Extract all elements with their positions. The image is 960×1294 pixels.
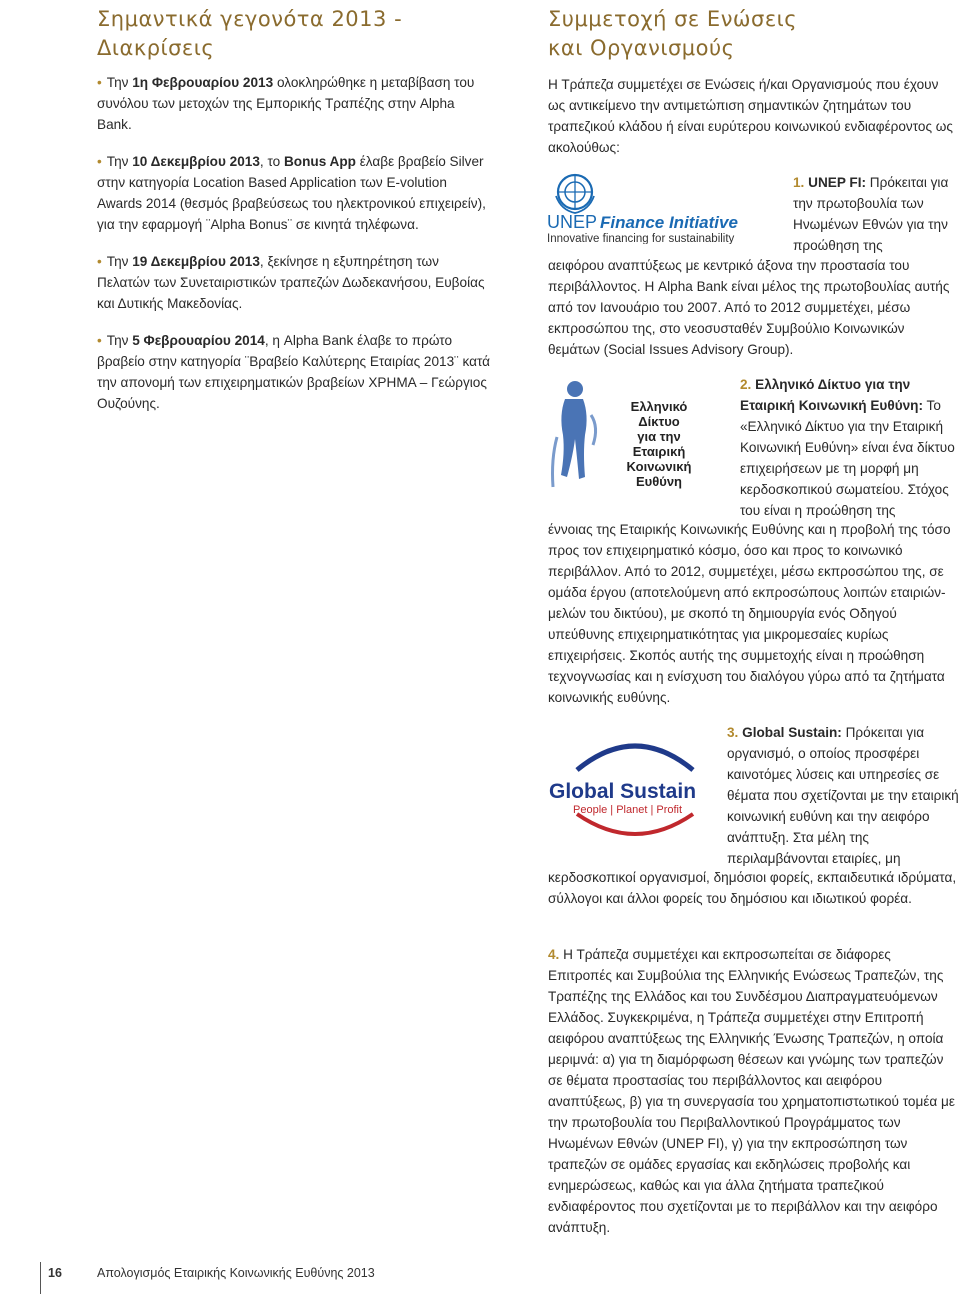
person-figure-icon [553, 381, 596, 487]
svg-text:People | Planet | Profit: People | Planet | Profit [573, 804, 683, 816]
global-sustain-logo [547, 730, 722, 850]
un-emblem-icon [556, 175, 594, 213]
membership-unep-fi-body: αειφόρου αναπτύξεως με κεντρικό άξονα την προστασία του περιβάλλοντος. Η Alpha Bank είναι μέλος της πρωτοβουλίας αυτής από τον Ιανουάριο του 2007. Από το 2012 συμμετέχει, μέσω εκπροσώπου της, στο νεοσυσταθέν Συμβούλιο Κοινωνικών θεμάτων (Social Issues Advisory Group). [548, 258, 950, 357]
svg-text:Finance Initiative: Finance Initiative [600, 213, 738, 232]
event-item: • Την 19 Δεκεμβρίου 2013, ξεκίνησε η εξυπηρέτηση των Πελατών των Συνεταιριστικών τραπεζών Δωδεκανήσου, Ευβοίας και Δυτικής Μακεδονίας. [97, 254, 485, 311]
svg-text:Innovative financing for susta: Innovative financing for sustainability [547, 233, 735, 244]
svg-text:Global Sustain: Global Sustain [549, 780, 697, 803]
events-list [97, 72, 492, 430]
membership-global-sustain-body: κερδοσκοπικοί οργανισμοί, δημόσιοι φορείς, εκπαιδευτικά ιδρύματα, σύλλογοι και άλλοι φορείς του δημόσιου και ιδιωτικού φορέα. [548, 870, 957, 906]
bullet-icon: • [97, 154, 102, 169]
event-item: • Την 10 Δεκεμβρίου 2013, το Bonus App έλαβε βραβείο Silver στην κατηγορία Location Based Application των E-volution Awards 2014 (θεσμός βραβεύσεως του ηλεκτρονικού επιχειρείν), για την εφαρμογή ¨Alpha Bonus¨ σε κινητά τηλέφωνα. [97, 154, 486, 232]
hellenic-csr-network-logo [547, 375, 732, 515]
bullet-icon: • [97, 75, 102, 90]
membership-hellenic-csr: 2. Ελληνικό Δίκτυο για την Εταιρική Κοινωνική Ευθύνη: Το «Ελληνικό Δίκτυο για την Εταιρική Κοινωνική Ευθύνη» είναι ένα δίκτυο επιχειρήσεων με τη μορφή μη κερδοσκοπικού σωματείου. Στόχος του είναι η προώθηση της [740, 377, 955, 518]
bullet-icon: • [97, 333, 102, 348]
membership-banking-committees: 4. Η Τράπεζα συμμετέχει και εκπροσωπείται σε διάφορες Επιτροπές και Συμβούλια της Ελληνικής Ενώσεως Τραπεζών, της Τραπέζης της Ελλάδος και του Συνδέσμου Διαπραγματευόμενων Ελλάδος. Συγκεκριμένα, η Τράπεζα συμμετέχει στην Επιτροπή αειφόρου αναπτύξεως της Ελληνικής Ένωσης Τραπεζών, η οποία μεριμνά: α) για τη διαμόρφωση θέσεων και γνώμης των τραπεζών σε θέματα προστασίας του περιβάλλοντος και αειφόρου αναπτύξεως, β) για τη συνεργασία του χρηματοπιστωτικού τομέα με την πρωτοβουλία του Περιβαλλοντικού Προγράμματος των Ηνωμένων Εθνών (UNEP FI), γ) για την εκπροσώπηση των τραπεζών σε ομάδες εργασίας και εκδηλώσεις προβολής και ενημερώσεως, καθώς και για άλλα ζητήματα τραπεζικού ενδιαφέροντος που σχετίζονται με το περιβάλλον και την αειφόρο ανάπτυξη. [548, 947, 955, 1235]
svg-text:Δίκτυο: Δίκτυο [638, 414, 680, 429]
unep-fi-logo [547, 172, 787, 244]
bullet-icon: • [97, 254, 102, 269]
memberships-intro: Η Τράπεζα συμμετέχει σε Ενώσεις ή/και Οργανισμούς που έχουν ως αντικείμενο την αντιμετώπιση σημαντικών ζητημάτων του τραπεζικού κλάδου ή είναι ευρύτερου κοινωνικού ενδιαφέροντος ως ακολούθως: [548, 77, 953, 155]
svg-text:για την: για την [637, 429, 681, 444]
membership-global-sustain: 3. Global Sustain: Πρόκειται για οργανισμό, ο οποίος προσφέρει καινοτόμες λύσεις και υπηρεσίες σε θέματα που σχετίζονται με την εταιρική κοινωνική ευθύνη και την αειφόρο ανάπτυξη. Στα μέλη της περιλαμβάνονται εταιρίες, μη [727, 725, 959, 866]
footer-report-title: Απολογισμός Εταιρικής Κοινωνικής Ευθύνης 2013 [97, 1266, 375, 1280]
network-title-lines [627, 399, 692, 489]
section-title-events: Σημαντικά γεγονότα 2013 - Διακρίσεις [97, 7, 403, 60]
page-number: 16 [48, 1266, 62, 1280]
footer-divider [40, 1262, 41, 1294]
event-item: • Την 1η Φεβρουαρίου 2013 ολοκληρώθηκε η μεταβίβαση του συνόλου των μετοχών της Εμπορικής Τραπέζης στην Alpha Bank. [97, 75, 475, 132]
svg-text:Ελληνικό: Ελληνικό [630, 399, 688, 414]
svg-text:Κοινωνική: Κοινωνική [626, 459, 692, 474]
event-item: • Την 5 Φεβρουαρίου 2014, η Alpha Bank έλαβε το πρώτο βραβείο στην κατηγορία ¨Βραβείο Καλύτερης Εταιρίας 2013¨ κατά την απονομή των επιχειρηματικών βραβείων ΧΡΗΜΑ – Γεώργιος Ουζούνης. [97, 333, 490, 411]
section-title-memberships: Συμμετοχή σε Ενώσεις και Οργανισμούς [548, 7, 798, 60]
svg-text:UNEP: UNEP [547, 212, 598, 232]
membership-hellenic-csr-body: έννοιας της Εταιρικής Κοινωνικής Ευθύνης και η προβολή της τόσο προς τον επιχειρηματικό κόσμο, όσο και προς το κοινωνικό περιβάλλον. Από το 2012, συμμετέχει, μέσω εκπροσώπου της, σε ομάδα έργου (αποτελούμενη από εκπροσώπους λοιπών εταιριών-μελών του δικτύου), με σκοπό τη δημιουργία ενός Οδηγού υπεύθυνης επιχειρηματικότητας για μικρομεσαίες κυρίως επιχειρήσεις. Σκοπός αυτής της συμμετοχής είναι η προώθηση τεχνογνωσίας και η ενίσχυση του διαλόγου γύρω από τα ζητήματα κοινωνικής ευθύνης. [548, 522, 951, 705]
membership-unep-fi: 1. UNEP FI: Πρόκειται για την πρωτοβουλία των Ηνωμένων Εθνών για την προώθηση της [793, 175, 949, 253]
svg-text:Εταιρική: Εταιρική [632, 444, 686, 459]
svg-text:Ευθύνη: Ευθύνη [635, 474, 683, 489]
